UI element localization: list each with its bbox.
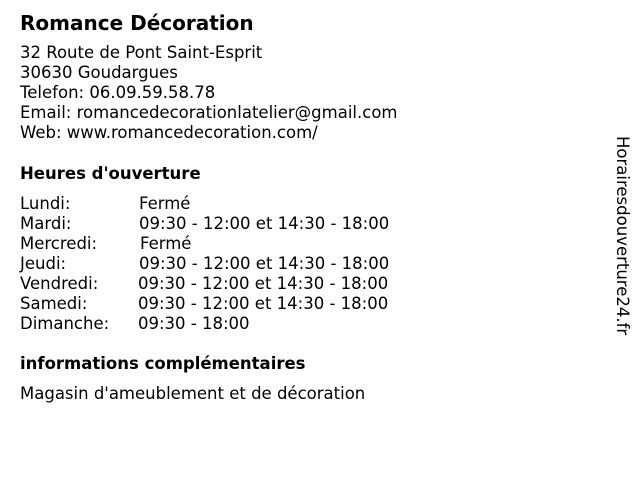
hours-time: 09:30 - 18:00 [138, 314, 250, 333]
hours-time: 09:30 - 12:00 et 14:30 - 18:00 [138, 294, 389, 313]
business-name: Romance Décoration [20, 11, 254, 35]
hours-day: Dimanche: [20, 314, 110, 333]
hours-day: Lundi: [20, 194, 71, 213]
address-line-2: 30630 Goudargues [20, 63, 178, 82]
hours-time: Fermé [140, 234, 192, 253]
site-watermark: Horairesdouverture24.fr [613, 136, 632, 336]
contact-block [20, 43, 398, 143]
email-text: Email: romancedecorationlatelier@gmail.com [20, 103, 398, 122]
phone-text: Telefon: 06.09.59.58.78 [20, 83, 216, 102]
address-line-1: 32 Route de Pont Saint-Esprit [20, 43, 263, 62]
hours-day: Mercredi: [20, 234, 98, 253]
hours-day: Jeudi: [20, 254, 67, 273]
hours-time: 09:30 - 12:00 et 14:30 - 18:00 [139, 214, 390, 233]
info-heading: informations complémentaires [20, 354, 306, 373]
website-text: Web: www.romancedecoration.com/ [20, 123, 318, 142]
info-text: Magasin d'ameublement et de décoration [20, 384, 366, 403]
hours-day: Mardi: [20, 214, 72, 233]
hours-heading: Heures d'ouverture [20, 164, 201, 183]
hours-time: 09:30 - 12:00 et 14:30 - 18:00 [139, 254, 390, 273]
hours-time: 09:30 - 12:00 et 14:30 - 18:00 [138, 274, 389, 293]
hours-time: Fermé [139, 194, 191, 213]
hours-day: Samedi: [20, 294, 88, 313]
hours-day: Vendredi: [20, 274, 99, 293]
